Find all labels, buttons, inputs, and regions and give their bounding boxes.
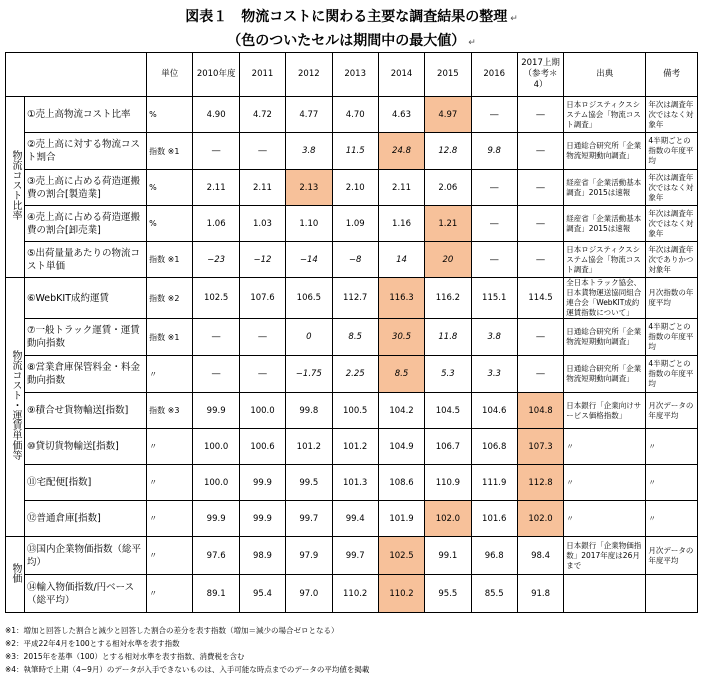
note-cell bbox=[646, 575, 698, 613]
table-row bbox=[6, 465, 698, 501]
unit-cell: 指数 ※3 bbox=[147, 393, 193, 429]
footnote-3: ※3：2015年を基準（100）とする相対水準を表す指数、消費税を含む bbox=[5, 652, 245, 661]
value-cell: ― bbox=[239, 356, 285, 393]
value-cell: −12 bbox=[239, 242, 285, 278]
value-cell: 110.9 bbox=[425, 465, 471, 501]
category-label: 物価 bbox=[9, 562, 21, 583]
value-cell: 2.13 bbox=[286, 170, 332, 206]
source-cell: 全日本トラック協会、日本貨物運送協同組合連合会「WebKIT成約運賃指数について」 bbox=[564, 278, 646, 319]
value-cell: 14 bbox=[378, 242, 424, 278]
source-cell: 日通総合研究所「企業物流短期動向調査」 bbox=[564, 356, 646, 393]
source-cell: 〃 bbox=[564, 429, 646, 465]
note-cell: 4半期ごとの指数の年度平均 bbox=[646, 133, 698, 170]
return-mark-icon: ↵ bbox=[468, 38, 476, 48]
value-cell: 1.09 bbox=[332, 206, 378, 242]
header-2011: 2011 bbox=[239, 53, 285, 97]
value-cell: ― bbox=[471, 170, 517, 206]
value-cell: 100.5 bbox=[332, 393, 378, 429]
value-cell: ― bbox=[193, 133, 239, 170]
note-cell: 4半期ごとの指数の年度平均 bbox=[646, 319, 698, 356]
unit-cell: 〃 bbox=[147, 575, 193, 613]
value-cell: 116.2 bbox=[425, 278, 471, 319]
header-2012: 2012 bbox=[286, 53, 332, 97]
table-row bbox=[6, 206, 698, 242]
source-cell: 〃 bbox=[564, 501, 646, 537]
value-cell: 99.9 bbox=[239, 465, 285, 501]
note-cell: 月次データの年度平均 bbox=[646, 537, 698, 575]
value-cell: ― bbox=[517, 319, 563, 356]
category-prices bbox=[6, 537, 25, 613]
value-cell: 30.5 bbox=[378, 319, 424, 356]
item-label: ⑫普通倉庫[指数] bbox=[24, 501, 146, 537]
value-cell: 99.9 bbox=[239, 501, 285, 537]
value-cell: 4.97 bbox=[425, 97, 471, 133]
item-label: ⑦一般トラック運賃・運賃動向指数 bbox=[24, 319, 146, 356]
value-cell: 1.21 bbox=[425, 206, 471, 242]
item-label: ③売上高に占める荷造運搬費の割合[製造業] bbox=[24, 170, 146, 206]
value-cell: 2.10 bbox=[332, 170, 378, 206]
value-cell: 3.8 bbox=[471, 319, 517, 356]
table-row bbox=[6, 278, 698, 319]
figure-title bbox=[0, 6, 703, 26]
value-cell: 4.63 bbox=[378, 97, 424, 133]
header-2014: 2014 bbox=[378, 53, 424, 97]
value-cell: 99.7 bbox=[332, 537, 378, 575]
table-row bbox=[6, 133, 698, 170]
source-cell: 経産省「企業活動基本調査」2015は速報 bbox=[564, 206, 646, 242]
unit-cell: 指数 ※1 bbox=[147, 242, 193, 278]
item-label: ⑬国内企業物価指数（総平均） bbox=[24, 537, 146, 575]
value-cell: 110.2 bbox=[378, 575, 424, 613]
note-cell: 年次は調査年次ではなく対象年 bbox=[646, 97, 698, 133]
note-cell: 〃 bbox=[646, 465, 698, 501]
value-cell: 98.9 bbox=[239, 537, 285, 575]
unit-cell: 〃 bbox=[147, 465, 193, 501]
item-label: ②売上高に対する物流コスト割合 bbox=[24, 133, 146, 170]
table-row bbox=[6, 393, 698, 429]
value-cell: 112.7 bbox=[332, 278, 378, 319]
note-cell: 月次指数の年度平均 bbox=[646, 278, 698, 319]
table-row bbox=[6, 537, 698, 575]
value-cell: 106.5 bbox=[286, 278, 332, 319]
value-cell: −8 bbox=[332, 242, 378, 278]
value-cell: 116.3 bbox=[378, 278, 424, 319]
value-cell: ― bbox=[239, 133, 285, 170]
value-cell: 0 bbox=[286, 319, 332, 356]
category-cost-unit-price bbox=[6, 278, 25, 537]
value-cell: 100.0 bbox=[239, 393, 285, 429]
footnote-4: ※4：執筆時で上期（4−9月）のデータが入手できないものは、入手可能な時点までのデータの平均値を掲載 bbox=[5, 665, 370, 674]
value-cell: 99.9 bbox=[193, 501, 239, 537]
table-row bbox=[6, 356, 698, 393]
value-cell: 1.06 bbox=[193, 206, 239, 242]
value-cell: 99.5 bbox=[286, 465, 332, 501]
item-label: ⑩貸切貨物輸送[指数] bbox=[24, 429, 146, 465]
unit-cell: % bbox=[147, 170, 193, 206]
value-cell: 99.1 bbox=[425, 537, 471, 575]
value-cell: 102.5 bbox=[378, 537, 424, 575]
value-cell: 89.1 bbox=[193, 575, 239, 613]
value-cell: 102.0 bbox=[425, 501, 471, 537]
table-row bbox=[6, 575, 698, 613]
unit-cell: % bbox=[147, 97, 193, 133]
unit-cell: 〃 bbox=[147, 356, 193, 393]
item-label: ⑨積合せ貨物輸送[指数] bbox=[24, 393, 146, 429]
value-cell: 114.5 bbox=[517, 278, 563, 319]
value-cell: 99.4 bbox=[332, 501, 378, 537]
value-cell: 12.8 bbox=[425, 133, 471, 170]
value-cell: 8.5 bbox=[332, 319, 378, 356]
value-cell: 1.03 bbox=[239, 206, 285, 242]
table-row bbox=[6, 170, 698, 206]
category-label: 物流コスト比率 bbox=[9, 150, 21, 220]
unit-cell: 指数 ※1 bbox=[147, 319, 193, 356]
cost-summary-table bbox=[5, 52, 698, 613]
figure-subtitle-text: （色のついたセルは期間中の最大値） bbox=[227, 33, 466, 49]
value-cell: 11.5 bbox=[332, 133, 378, 170]
value-cell: 8.5 bbox=[378, 356, 424, 393]
value-cell: 2.11 bbox=[193, 170, 239, 206]
item-label: ⑭輸入物価指数/円ベース（総平均） bbox=[24, 575, 146, 613]
table-row bbox=[6, 501, 698, 537]
value-cell: 99.8 bbox=[286, 393, 332, 429]
value-cell: −14 bbox=[286, 242, 332, 278]
value-cell: 108.6 bbox=[378, 465, 424, 501]
value-cell: 104.2 bbox=[378, 393, 424, 429]
value-cell: 96.8 bbox=[471, 537, 517, 575]
value-cell: 95.5 bbox=[425, 575, 471, 613]
value-cell: 100.6 bbox=[239, 429, 285, 465]
table-row bbox=[6, 319, 698, 356]
value-cell: 104.5 bbox=[425, 393, 471, 429]
header-2015: 2015 bbox=[425, 53, 471, 97]
value-cell: ― bbox=[193, 319, 239, 356]
header-2017: 2017上期（参考＊4） bbox=[517, 53, 563, 97]
value-cell: 107.6 bbox=[239, 278, 285, 319]
item-label: ⑤出荷量量あたりの物流コスト単価 bbox=[24, 242, 146, 278]
value-cell: ― bbox=[517, 206, 563, 242]
item-label: ⑧営業倉庫保管料金・料金動向指数 bbox=[24, 356, 146, 393]
unit-cell: 指数 ※2 bbox=[147, 278, 193, 319]
header-source: 出典 bbox=[564, 53, 646, 97]
value-cell: ― bbox=[517, 97, 563, 133]
header-2013: 2013 bbox=[332, 53, 378, 97]
header-blank bbox=[6, 53, 147, 97]
unit-cell: 指数 ※1 bbox=[147, 133, 193, 170]
value-cell: 99.7 bbox=[286, 501, 332, 537]
value-cell: 1.16 bbox=[378, 206, 424, 242]
value-cell: 101.9 bbox=[378, 501, 424, 537]
header-2016: 2016 bbox=[471, 53, 517, 97]
value-cell: 101.2 bbox=[286, 429, 332, 465]
item-label: ⑥WebKIT成約運賃 bbox=[24, 278, 146, 319]
value-cell: 97.9 bbox=[286, 537, 332, 575]
unit-cell: 〃 bbox=[147, 501, 193, 537]
value-cell: 4.77 bbox=[286, 97, 332, 133]
value-cell: 97.0 bbox=[286, 575, 332, 613]
value-cell: 4.72 bbox=[239, 97, 285, 133]
item-label: ④売上高に占める荷造運搬費の割合[卸売業] bbox=[24, 206, 146, 242]
value-cell: 95.4 bbox=[239, 575, 285, 613]
header-row bbox=[6, 53, 698, 97]
footnotes bbox=[5, 624, 369, 676]
source-cell: 日通総合研究所「企業物流短期動向調査」 bbox=[564, 319, 646, 356]
value-cell: 2.11 bbox=[239, 170, 285, 206]
value-cell: ― bbox=[517, 133, 563, 170]
note-cell: 月次データの年度平均 bbox=[646, 393, 698, 429]
note-cell: 〃 bbox=[646, 501, 698, 537]
source-cell: 日本ロジスティクスシステム協会「物流コスト調査」 bbox=[564, 242, 646, 278]
source-cell: 日本ロジスティクスシステム協会「物流コスト調査」 bbox=[564, 97, 646, 133]
item-label: ⑪宅配便[指数] bbox=[24, 465, 146, 501]
value-cell: 102.0 bbox=[517, 501, 563, 537]
value-cell: 111.9 bbox=[471, 465, 517, 501]
value-cell: 104.6 bbox=[471, 393, 517, 429]
source-cell bbox=[564, 575, 646, 613]
figure-title-text: 図表１ 物流コストに関わる主要な調査結果の整理 bbox=[185, 9, 508, 25]
value-cell: 2.11 bbox=[378, 170, 424, 206]
value-cell: 106.7 bbox=[425, 429, 471, 465]
note-cell: 年次は調査年次でありかつ対象年 bbox=[646, 242, 698, 278]
value-cell: ― bbox=[471, 97, 517, 133]
header-unit: 単位 bbox=[147, 53, 193, 97]
source-cell: 日本銀行「企業物価指数」2017年度は26月まで bbox=[564, 537, 646, 575]
value-cell: 5.3 bbox=[425, 356, 471, 393]
source-cell: 経産省「企業活動基本調査」2015は速報 bbox=[564, 170, 646, 206]
value-cell: 24.8 bbox=[378, 133, 424, 170]
value-cell: 4.70 bbox=[332, 97, 378, 133]
table-row bbox=[6, 242, 698, 278]
unit-cell: 〃 bbox=[147, 537, 193, 575]
value-cell: 102.5 bbox=[193, 278, 239, 319]
value-cell: 85.5 bbox=[471, 575, 517, 613]
header-2010: 2010年度 bbox=[193, 53, 239, 97]
value-cell: 104.9 bbox=[378, 429, 424, 465]
footnote-2: ※2：平成22年4月を100とする相対水準を表す指数 bbox=[5, 639, 180, 648]
footnote-1: ※1：増加と回答した割合と減少と回答した割合の差分を表す指数（増加＝減少の場合ゼロとなる） bbox=[5, 626, 339, 635]
table-body bbox=[6, 97, 698, 613]
note-cell: 〃 bbox=[646, 429, 698, 465]
value-cell: 100.0 bbox=[193, 429, 239, 465]
value-cell: 2.25 bbox=[332, 356, 378, 393]
source-cell: 〃 bbox=[564, 465, 646, 501]
value-cell: 110.2 bbox=[332, 575, 378, 613]
value-cell: ― bbox=[517, 356, 563, 393]
value-cell: 104.8 bbox=[517, 393, 563, 429]
value-cell: 99.9 bbox=[193, 393, 239, 429]
unit-cell: 〃 bbox=[147, 429, 193, 465]
value-cell: 3.8 bbox=[286, 133, 332, 170]
source-cell: 日通総合研究所「企業物流短期動向調査」 bbox=[564, 133, 646, 170]
value-cell: 106.8 bbox=[471, 429, 517, 465]
value-cell: 101.2 bbox=[332, 429, 378, 465]
value-cell: 2.06 bbox=[425, 170, 471, 206]
value-cell: 112.8 bbox=[517, 465, 563, 501]
value-cell: 9.8 bbox=[471, 133, 517, 170]
value-cell: −23 bbox=[193, 242, 239, 278]
item-label: ①売上高物流コスト比率 bbox=[24, 97, 146, 133]
value-cell: −1.75 bbox=[286, 356, 332, 393]
value-cell: 20 bbox=[425, 242, 471, 278]
value-cell: ― bbox=[239, 319, 285, 356]
table-row bbox=[6, 97, 698, 133]
table-row bbox=[6, 429, 698, 465]
value-cell: ― bbox=[471, 242, 517, 278]
value-cell: 107.3 bbox=[517, 429, 563, 465]
value-cell: ― bbox=[471, 206, 517, 242]
value-cell: 1.10 bbox=[286, 206, 332, 242]
figure-subtitle bbox=[0, 30, 703, 50]
note-cell: 年次は調査年次ではなく対象年 bbox=[646, 170, 698, 206]
category-cost-ratio bbox=[6, 97, 25, 278]
return-mark-icon: ↵ bbox=[510, 14, 518, 24]
value-cell: 98.4 bbox=[517, 537, 563, 575]
value-cell: 101.6 bbox=[471, 501, 517, 537]
unit-cell: % bbox=[147, 206, 193, 242]
source-cell: 日本銀行「企業向けサービス価格指数」 bbox=[564, 393, 646, 429]
value-cell: ― bbox=[517, 242, 563, 278]
category-label: 物流コスト・運賃単価等 bbox=[9, 350, 21, 460]
value-cell: 97.6 bbox=[193, 537, 239, 575]
value-cell: 101.3 bbox=[332, 465, 378, 501]
value-cell: 100.0 bbox=[193, 465, 239, 501]
value-cell: 91.8 bbox=[517, 575, 563, 613]
value-cell: ― bbox=[193, 356, 239, 393]
value-cell: 115.1 bbox=[471, 278, 517, 319]
value-cell: 11.8 bbox=[425, 319, 471, 356]
note-cell: 年次は調査年次ではなく対象年 bbox=[646, 206, 698, 242]
value-cell: ― bbox=[517, 170, 563, 206]
note-cell: 4半期ごとの指数の年度平均 bbox=[646, 356, 698, 393]
value-cell: 3.3 bbox=[471, 356, 517, 393]
value-cell: 4.90 bbox=[193, 97, 239, 133]
header-note: 備考 bbox=[646, 53, 698, 97]
